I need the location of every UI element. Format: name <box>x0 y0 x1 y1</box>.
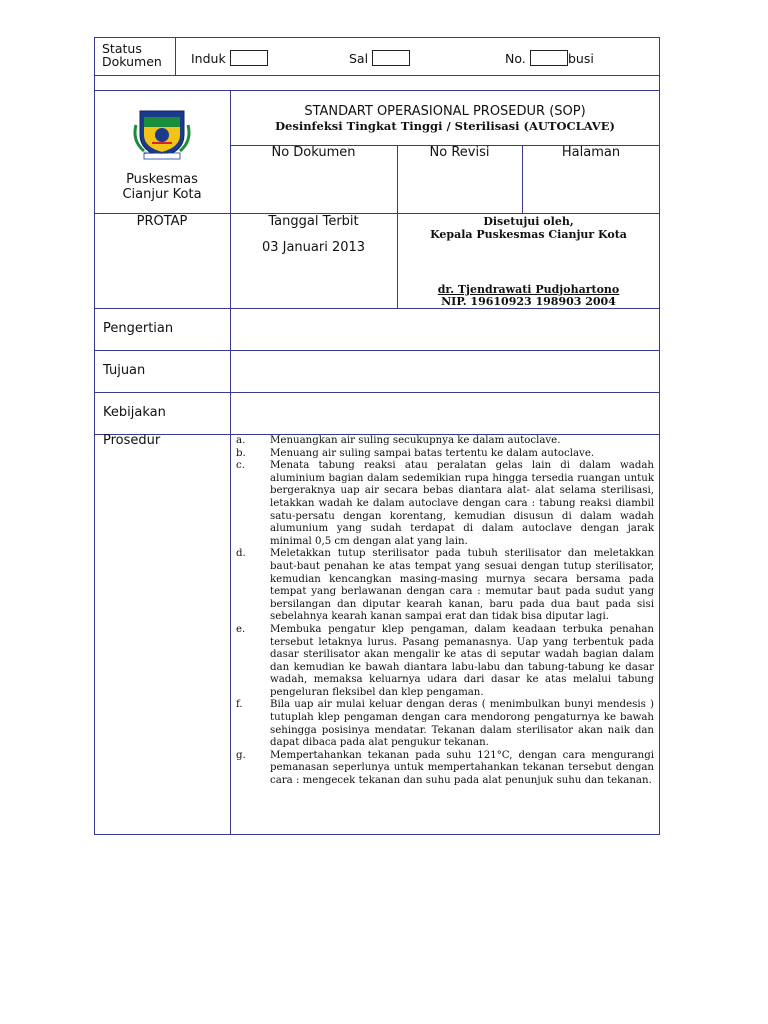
approved-by-title: Kepala Puskesmas Cianjur Kota <box>430 228 627 241</box>
no-revisi-header: No Revisi <box>429 145 490 160</box>
procedure-marker: f. <box>236 699 243 711</box>
col-divider <box>175 37 176 75</box>
procedure-text: Meletakkan tutup sterilisator pada tubuh sterilisator dan meletakkan baut-baut penahan ke atas tempat yang sesuai dengan tutup sterilisator, kemudian kencangkan masing-masing murnya secara bersama pada tempat yang berlawanan dengan cara : memutar baut pada sudut yang bersilangan dan diputar kearah kanan, baru pada dua baut pada sisi sebelahnya kearah kanan sampai erat dan tidak bisa diputar lagi. <box>270 548 654 623</box>
row-divider <box>94 350 660 351</box>
procedure-step <box>236 750 654 788</box>
signer-nip: NIP. 19610923 198903 2004 <box>441 295 616 308</box>
signer-name: dr. Tjendrawati Pudjohartono <box>437 283 620 296</box>
procedure-step <box>236 699 654 749</box>
procedure-marker: e. <box>236 623 246 635</box>
procedure-text: Menuangkan air suling secukupnya ke dalam autoclave. <box>270 435 561 446</box>
induk-label: Induk <box>191 51 226 66</box>
procedure-marker: a. <box>236 435 246 446</box>
tanggal-terbit-label: Tanggal Terbit <box>268 214 359 229</box>
induk-checkbox[interactable] <box>230 50 268 66</box>
page-title: STANDART OPERASIONAL PROSEDUR (SOP) <box>304 104 586 119</box>
procedure-text: Menata tabung reaksi atau peralatan gelas lain di dalam wadah aluminium bagian dalam sedemikian rupa hingga tersedia ruangan untuk bergeraknya uap air secara bebas diantara alat- alat selama sterilisasi, letakkan wadah ke dalam autoclave dengan cara : tabung reaksi diambil satu-persatu dengan korentang, kemudian disusun di dalam wadah alumunium yang sudah terdapat di dalam autoclave dengan jarak minimal 0,5 cm dengan alat yang lain. <box>270 460 654 547</box>
pengertian-label: Pengertian <box>103 321 174 336</box>
procedure-marker: g. <box>236 749 246 761</box>
procedure-step <box>236 435 654 448</box>
approved-by-label: Disetujui oleh, <box>483 215 574 228</box>
kebijakan-label: Kebijakan <box>103 405 166 420</box>
tujuan-label: Tujuan <box>103 363 146 378</box>
no-distribusi-label-suffix: busi <box>568 51 594 66</box>
page-subtitle: Desinfeksi Tingkat Tinggi / Sterilisasi (AUTOCLAVE) <box>275 119 615 133</box>
organization-name: Puskesmas Cianjur Kota <box>122 172 202 202</box>
procedure-marker: d. <box>236 548 246 560</box>
procedure-list <box>236 435 654 788</box>
procedure-step <box>236 624 654 700</box>
procedure-text: Bila uap air mulai keluar dengan deras ( menimbulkan bunyi mendesis ) tutuplah klep pengaman dengan cara mendorong pengaturnya ke bawah sehingga posisinya mendatar. Tekanan dalam sterilisator akan naik dan dapat dibaca pada alat pengukur tekanan. <box>270 699 654 749</box>
procedure-step <box>236 548 654 624</box>
procedure-text: Menuang air suling sampai batas tertentu ke dalam autoclave. <box>270 447 595 459</box>
salinan-label: Sal <box>349 51 369 66</box>
logo-motto: SUGIH MUKTI <box>144 151 168 155</box>
procedure-marker: b. <box>236 447 246 459</box>
row-divider <box>94 90 660 91</box>
protap-label: PROTAP <box>136 214 188 229</box>
row-divider <box>94 392 660 393</box>
row-divider <box>94 75 660 76</box>
procedure-step <box>236 448 654 461</box>
no-distribusi-checkbox[interactable] <box>530 50 568 66</box>
procedure-step <box>236 460 654 548</box>
no-dokumen-header: No Dokumen <box>271 145 356 160</box>
tanggal-terbit-value: 03 Januari 2013 <box>261 240 366 255</box>
procedure-text: Membuka pengatur klep pengaman, dalam keadaan terbuka penahan tersebut letaknya lurus. Pasang pemanasnya. Uap yang terbentuk pada dasar sterilisator akan mengalir ke atas di seputar wadah bagian dalam dan kemudian ke bawah diantara labu-labu dan tabung-tabung ke dasar wadah, memaksa keluarnya udara dari dasar ke atas melalui tabung pengeluran fleksibel dan klep pengaman. <box>270 623 654 698</box>
row-divider <box>94 308 660 309</box>
procedure-text: Mempertahankan tekanan pada suhu 121°C, dengan cara mengurangi pemanasan seperlunya untuk mempertahankan tekanan tersebut dengan cara : mengecek tekanan dan suhu pada alat penunjuk suhu dan tekanan. <box>270 749 654 787</box>
halaman-header: Halaman <box>561 145 621 160</box>
procedure-marker: c. <box>236 460 245 472</box>
salinan-checkbox[interactable] <box>372 50 410 66</box>
prosedur-label: Prosedur <box>103 433 161 448</box>
status-dokumen-label: Status Dokumen <box>102 41 162 69</box>
no-distribusi-label-prefix: No. <box>505 51 526 66</box>
col-divider <box>230 90 231 835</box>
